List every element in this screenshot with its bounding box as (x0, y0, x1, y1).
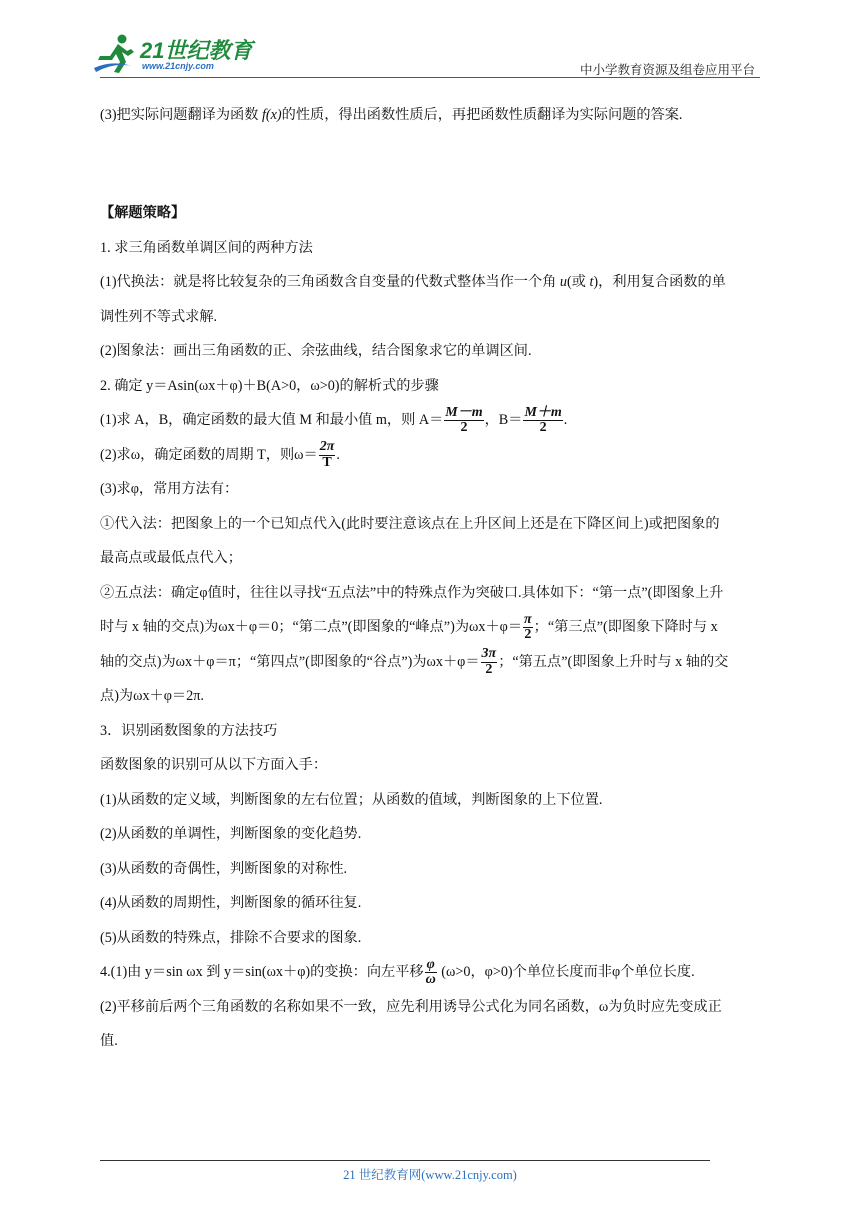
footer-text[interactable]: 21 世纪教育网(www.21cnjy.com) (343, 1168, 517, 1182)
fraction-a: $\frac{M-m}{2}$ (445, 404, 483, 436)
intro-line-3: (3)把实际问题翻译为函数 f(x)的性质，得出函数性质后，再把函数性质翻译为实际问题的答案. (100, 107, 683, 123)
platform-title: 中小学教育资源及组卷应用平台 (579, 63, 755, 77)
s3-item: (5)从函数的特殊点，排除不合要求的图象. (100, 929, 362, 946)
s4-paragraph-2-cont: 值. (100, 1033, 118, 1049)
s3-item: (2)从函数的单调性，判断图象的变化趋势. (100, 826, 362, 842)
s4-paragraph-2: (2)平移前后两个三角函数的名称如果不一致，应先利用诱导公式化为同名函数，ω为负时应先变成正 (100, 998, 722, 1015)
fraction-3pi-over-2: $\frac{3\pi}{2}$ (481, 646, 497, 677)
s1-paragraph-1-cont: 调性列不等式求解. (100, 308, 218, 325)
intro-block (100, 98, 760, 133)
section-1-title: 1. 求三角函数单调区间的两种方法 (100, 239, 313, 256)
logo-text: 21世纪教育 (140, 38, 253, 63)
s2-paragraph-1: (1)求 A，B，确定函数的最大值 M 和最小值 m，则 A＝ $\frac{M-m}{2}$ ，B＝ $\frac{M+m}{2}$ . (100, 404, 568, 436)
footer-divider (100, 1160, 710, 1161)
strategy-heading: 【解题策略】 (100, 205, 186, 221)
s2-paragraph-3: (3)求φ，常用方法有： (100, 481, 239, 497)
site-logo[interactable] (92, 30, 262, 78)
s3-item: (4)从函数的周期性，判断图象的循环往复. (100, 895, 362, 911)
s2-paragraph-5-line-2: 时与 x 轴的交点)为ωx＋φ＝0；“第二点”(即图象的“峰点”)为ωx＋φ＝ $\frac{\pi}{2}$ ；“第三点”(即图象下降时与 x (100, 611, 718, 643)
strategy-section (100, 196, 760, 1059)
header-divider (100, 77, 760, 78)
s2-paragraph-4-cont: 最高点或最低点代入； (100, 550, 242, 566)
fraction-b: $\frac{M+m}{2}$ (524, 404, 562, 436)
s2-paragraph-5-line-4: 点)为ωx＋φ＝2π. (100, 688, 204, 704)
logo-url: www.21cnjy.com (142, 61, 214, 71)
s2-paragraph-4: ①代入法：把图象上的一个已知点代入(此时要注意该点在上升区间上还是在下降区间上)或把图象的 (100, 515, 720, 532)
s3-item: (3)从函数的奇偶性，判断图象的对称性. (100, 860, 348, 877)
fraction-pi-over-2: $\frac{\pi}{2}$ (524, 611, 532, 643)
fraction-omega: $\frac{2\pi}{T}$ (319, 439, 335, 470)
s3-intro: 函数图象的识别可从以下方面入手： (100, 757, 328, 773)
s1-paragraph-2: (2)图象法：画出三角函数的正、余弦曲线，结合图象求它的单调区间. (100, 343, 532, 359)
s2-paragraph-5: ②五点法：确定φ值时，往往以寻找“五点法”中的特殊点作为突破口.具体如下：“第一点”(即图象上升 (100, 584, 724, 601)
fraction-phi-over-omega: $\frac{\varphi}{\omega}$ (425, 956, 436, 988)
running-figure-icon (92, 32, 138, 76)
s1-paragraph-1: (1)代换法：就是将比较复杂的三角函数含自变量的代数式整体当作一个角 u(或 t)，利用复合函数的单 (100, 274, 726, 290)
s4-paragraph-1: 4.(1)由 y＝sin ωx 到 y＝sin(ωx＋φ)的变换：向左平移 $\frac{\varphi}{\omega}$ (ω>0，φ>0)个单位长度而非φ个单位长度. (100, 956, 695, 988)
s2-paragraph-5-line-3: 轴的交点)为ωx＋φ＝π；“第四点”(即图象的“谷点”)为ωx＋φ＝ $\frac{3\pi}{2}$ ；“第五点”(即图象上升时与 x 轴的交 (100, 646, 729, 677)
s3-item: (1)从函数的定义域，判断图象的左右位置；从函数的值域，判断图象的上下位置. (100, 791, 603, 808)
section-3-title: 3．识别函数图象的方法技巧 (100, 722, 278, 739)
s2-paragraph-2: (2)求ω，确定函数的周期 T，则ω＝ $\frac{2\pi}{T}$ . (100, 439, 340, 470)
section-2-title: 2. 确定 y＝Asin(ωx＋φ)＋B(A>0，ω>0)的解析式的步骤 (100, 377, 439, 394)
